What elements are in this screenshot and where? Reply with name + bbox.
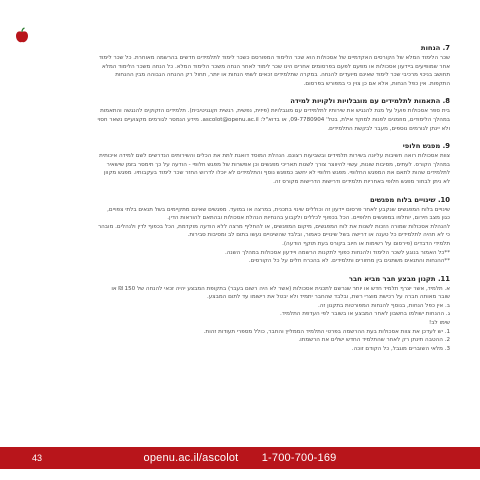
- section-text-line: להנהלת אסכולות שמורה הזכות לשנות את לוח המפגשים, מיקום המפגשים, או להחליף מרצה ללא הודעה מוקדמת, הכל בכפוף לדין ולנהלים. מובהר: [98, 223, 450, 230]
- section-heading: 7. הנחות: [420, 44, 450, 52]
- section-text-line: **כל האמור בנוגע לשכר הלימוד ולהנחות כפוף לתקנות הרשמה ויידעון אסכולות במהלך השנה.: [225, 249, 450, 256]
- footer-bar: [0, 447, 480, 469]
- footer-contact: [0, 452, 480, 464]
- section: [18, 195, 450, 266]
- section-text-line: צוות אסכולות רואה חשיבות עליונה בשירות תלמידים ובשביעות רצונם. הנהלת המוסד דואגת לתת את הכלים והשירותים הנדרשים לשם למידה איכותית: [99, 153, 450, 160]
- section-text-line: במהלך הלימודים, מוזמנים לפנות למוקד אילת, בטל' 09-7780904, או בדוא"ל: ascolot@openu.ac.il. מידע הנמסר לגורמים מקצועיים נשאר חסוי: [97, 116, 450, 123]
- section: [18, 274, 450, 354]
- page-number: 43: [32, 453, 43, 463]
- section-text-line: אחר שמופיעים ביידעון אסכולות או מפעם לפעם בפרסומים אחרים הינו שכר לימוד לאחר הנחה משכר הלימוד המלא. כל הנחה משכר הלימוד המלא: [102, 63, 450, 70]
- section-text-line: **ההנחות והתנאים משתנים בין מחזורים ותלמידים. לא בהכרח חלים על כל הקורסים.: [248, 258, 450, 265]
- section-text-line: לתלמידים שהות לתאם את המפגש החלופי. מפגש חלופי לא יחשב כמפגש נוסף והתלמידים לא יוכלו לדרוש החזר שכר לימוד בעקבותיו. מפגש מקוון: [103, 170, 450, 177]
- section-text-line: שובר מאותה חברה על רכישת מוצרי רשת, ובלבד שהחבר יתמיד ולא יבטל את רישומו עד לתום המבצע.: [207, 294, 450, 301]
- section-text-line: התקפות. אין כפל הנחות, אלא אם כן צוין כי במפורש בפרסום.: [303, 80, 450, 87]
- section-text-line: 2. ההטבה תינתן רק לאחר שהתלמיד החדש ישלים את הרשמתו.: [298, 337, 450, 344]
- footer-phone: 1-700-700-169: [261, 452, 337, 464]
- apple-logo-icon: [14, 27, 30, 44]
- section: [18, 141, 450, 186]
- section-text-line: שימו לב!: [429, 320, 450, 327]
- section-heading: 11. תקנון מבצע חבר מביא חבר: [348, 274, 450, 283]
- section-heading: 10. שינויים בלוח מפגשים: [369, 195, 450, 204]
- section-text-line: ג. ההנחות ישולמו בחשבון לאחר המבצע או בשובר לפי העדפת התלמיד.: [280, 311, 450, 318]
- section-heading: 8. התאמות לתלמידים עם מוגבלויות ולקויות למידה: [290, 97, 450, 106]
- section-text-line: במהלך הקורס. לעתים, מסיבות שונות, עשוי להיווצר צורך לשנות תאריכי מפגשים וכן אפשרות של מפגש חלופי - הודעה על כך תימסר בזמן שישאיר: [106, 161, 450, 168]
- section-text-line: לא ניתן לבחור מפגש חלופי באחריות תלמידים ודרישות הדרישות מקורס זה.: [273, 178, 450, 185]
- section-text-line: ולא יינתן לגורמים נוספים, מעבר לבקשת התלמידים.: [327, 125, 450, 132]
- section-heading: 9. מפגש חלופי: [402, 142, 450, 151]
- section-text-line: תחושב בניכוי מרכיבי שכר לימוד שאינם מיועדים להנחה. במקרה שתלמידים זכאים לשתי הנחות או יותר, תחול רק ההנחה הגבוהה מבין ההנחות: [115, 72, 450, 79]
- section: [18, 43, 450, 88]
- section: [18, 96, 450, 133]
- section-text-line: בית ספר אסכולות פועל על מנת להנגיש את שירותיו לתלמידים עם מוגבלויות (פיזית, נפשית, רגשית וקוגניטיבית). תלמידים הזקוקים להנגשה והתאמות: [100, 108, 450, 115]
- section-text-line: כי לא תהיה לתלמידים כל טענה או דרישה בשל שינויים כאמור, ובלבד שהשינויים נעשו בתום לב ומסיבות סבירות.: [187, 232, 450, 239]
- section-text-line: ב. אין כפל הנחות, בנוסף להנחות המפורטות בתקנון זה.: [317, 302, 450, 309]
- footer-url-link[interactable]: openu.ac.il/ascolot: [143, 452, 239, 464]
- section-text-line: תלמידי הדבדים (פירסום על רשימות או חיוב בקורס בעת תוקף הודעה).: [282, 240, 450, 247]
- terms-content: [18, 43, 450, 361]
- section-text-line: א. תלמיד, אשר יצרף תלמיד חדש או יותר שנרשם לתכנית אסכולות (אשר לא היה רשום בעבר) בתקופת המבצע יהיה זכאי להנחה של 150 ₪ או: [111, 285, 450, 292]
- section-text-line: שכר הלימוד המלא של הקורסים האקדמיים של אסכולות הוא שכר הלימוד המפורסם כשכר לימוד לתלמידים חדשים בהרשמה מאוחרת. כל שכר לימוד: [98, 55, 450, 61]
- section-text-line: 1. יש לעדכן את צוות אסכולות בעת ההרשמה בפרטי התלמיד הממליץ והחבר, כולל מספרי תעודות זהות.: [203, 328, 450, 335]
- section-text-line: 3. מלאי השוברים מוגבל, כל הקודם זוכה.: [351, 345, 450, 352]
- section-text-line: כגון מצב חירום, יוחלפו במפגשים חלופיים. הכל בכפוף לכללים ולקבוע בהנחיות הנהלת אסכולות ובהתאם להוראות הדין.: [167, 215, 450, 222]
- section-text-line: שינויים בלוח המפגשים שנקבע לאחר פרסום יידעון זה וכוללים שינוי בתכנית, במרצה או במועד. מפגשים שאינם מתקיימים בשל תנאים בלתי צפויים,: [107, 206, 450, 213]
